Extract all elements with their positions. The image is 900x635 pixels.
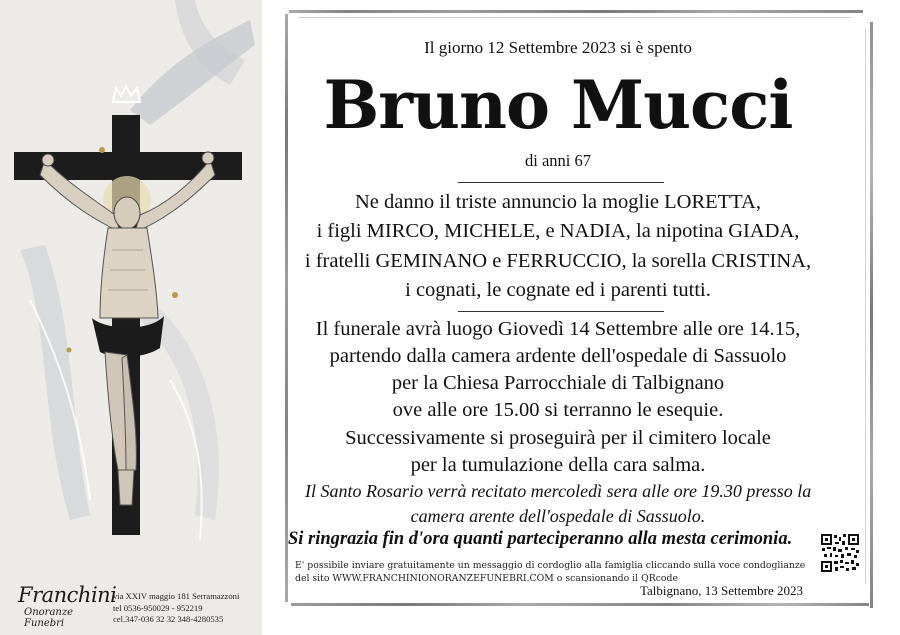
funeral-line: Il funerale avrà luogo Giovedì 14 Settembre alle ore 14.15, — [315, 318, 801, 340]
condolence-note — [295, 560, 805, 585]
funeral-line: per la Chiesa Parrocchiale di Talbignano — [391, 372, 725, 394]
contact-address: via XXIV maggio 181 Serramazzoni — [113, 591, 240, 601]
rosary-line: camera arente dell'ospedale di Sassuolo. — [410, 506, 706, 526]
rosary-line: Il Santo Rosario verrà recitato mercoledì sera alle ore 19.30 presso la — [305, 481, 812, 501]
divider — [458, 182, 664, 183]
frame-bottom — [291, 603, 869, 606]
deceased-age: di anni 67 — [525, 151, 591, 170]
condolence-note-line: E' possibile inviare gratuitamente un messaggio di cordoglio alla famiglia cliccando sulla voce condoglianze — [295, 560, 806, 571]
divider — [458, 311, 664, 312]
funeral-line: ove alle ore 15.00 si terranno le esequie. — [392, 399, 724, 421]
intro-line: Il giorno 12 Settembre 2023 si è spento — [424, 38, 692, 57]
logo-name: Franchini — [18, 583, 117, 607]
family-line: Ne danno il triste annuncio la moglie LORETTA, — [355, 191, 761, 213]
thanks-line: Si ringrazia fin d'ora quanti parteciperanno alla mesta cerimonia. — [288, 529, 793, 549]
frame-top-inner — [299, 17, 851, 18]
family-line: i fratelli GEMINANO e FERRUCCIO, la sorella CRISTINA, — [304, 250, 812, 272]
family-line: i figli MIRCO, MICHELE, e NADIA, la nipotina GIADA, — [316, 220, 800, 242]
contact-phone: tel 0536-950029 - 952219 — [113, 602, 203, 613]
deceased-name: Bruno Mucci — [323, 66, 793, 144]
contact-mobile: cel.347-036 32 32 348-4280535 — [113, 614, 224, 624]
frame-left — [285, 14, 288, 602]
funeral-line: Successivamente si proseguirà per il cimitero locale — [345, 427, 771, 449]
qr-code-icon[interactable] — [820, 533, 860, 573]
logo-subtitle: Onoranze Funebri — [24, 607, 74, 629]
condolence-note-line[interactable]: del sito WWW.FRANCHINIONORANZEFUNEBRI.COM o scansionando il QRcode — [295, 572, 678, 584]
funeral-line: partendo dalla camera ardente dell'ospedale di Sassuolo — [329, 345, 787, 367]
agency-contacts — [113, 591, 239, 626]
frame-top — [289, 10, 863, 13]
agency-logo — [14, 583, 117, 629]
crucifix-artwork — [0, 0, 262, 635]
crucifix-illustration — [0, 0, 262, 635]
family-line: i cognati, le cognate ed i parenti tutti. — [405, 279, 711, 301]
place-date: Talbignano, 13 Settembre 2023 — [640, 583, 804, 598]
funeral-line: per la tumulazione della cara salma. — [410, 454, 706, 476]
frame-right — [870, 22, 873, 608]
